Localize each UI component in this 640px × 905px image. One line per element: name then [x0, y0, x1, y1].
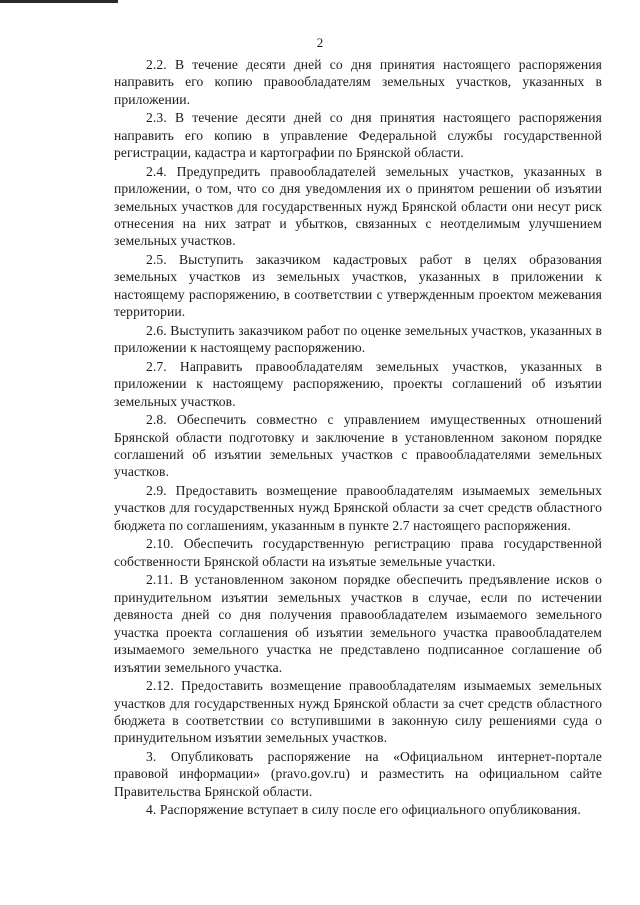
- paragraph-2-8: 2.8. Обеспечить совместно с управлением имущественных отношений Брянской области подготовку и заключение в установленном законом порядке соглашений об изъятии земельных участков с правообладателями земельных участков.: [114, 412, 602, 480]
- paragraph-2-12: 2.12. Предоставить возмещение правообладателям изымаемых земельных участков для государственных нужд Брянской области за счет средств областного бюджета в соответствии со вступившими в законную силу решениями суда о принудительном изъятии земельных участков.: [114, 678, 602, 746]
- page-number: 2: [316, 35, 324, 50]
- paragraph-4: 4. Распоряжение вступает в силу после его официального опубликования.: [146, 802, 581, 818]
- paragraph-2-7: 2.7. Направить правообладателям земельных участков, указанных в приложении к настоящему распоряжению, проекты соглашений об изъятии земельных участков.: [114, 358, 602, 409]
- paragraph-2-11: 2.11. В установленном законом порядке обеспечить предъявление исков о принудительном изъятии земельных участков в случае, если по истечении девяноста дней со дня получения правообладателем изымаемого земельного участка проекта соглашения об изъятии земельного участка правообладателем изымаемого земельного участка не представлено подписанное соглашение об изъятии земельного участка.: [114, 572, 602, 675]
- paragraph-2-6: 2.6. Выступить заказчиком работ по оценке земельных участков, указанных в приложении к настоящему распоряжению.: [114, 322, 602, 356]
- paragraph-2-10: 2.10. Обеспечить государственную регистрацию права государственной собственности Брянской области на изъятые земельные участки.: [114, 536, 602, 569]
- paragraph-3: 3. Опубликовать распоряжение на «Официальном интернет-портале правовой информации» (pravo.gov.ru) и разместить на официальном сайте Правительства Брянской области.: [114, 748, 602, 799]
- paragraph-2-9: 2.9. Предоставить возмещение правообладателям изымаемых земельных участков для государственных нужд Брянской области за счет средств областного бюджета по соглашениям, указанным в пункте 2.7 настоящего распоряжения.: [114, 483, 602, 533]
- paragraph-2-2: 2.2. В течение десяти дней со дня принятия настоящего распоряжения направить его копию правообладателям земельных участков, указанных в приложении.: [114, 57, 602, 107]
- paragraph-2-3: 2.3. В течение десяти дней со дня принятия настоящего распоряжения направить его копию в управление Федеральной службы государственной регистрации, кадастра и картографии по Брянской области.: [114, 110, 602, 161]
- scan-artifact-line: [0, 0, 118, 3]
- paragraph-2-5: 2.5. Выступить заказчиком кадастровых работ в целях образования земельных участков из земельных участков, указанных в приложении к настоящему распоряжению, в соответствии с утвержденным проектом межевания территории.: [114, 252, 602, 320]
- paragraph-2-4: 2.4. Предупредить правообладателей земельных участков, указанных в приложении, о том, что со дня уведомления их о принятом решении об изъятии земельных участков для государственных нужд Брянской области они несут риск отнесения на них затрат и убытков, связанных с неотделимым улучшением земельных участков.: [114, 163, 602, 249]
- document-body: [114, 56, 602, 820]
